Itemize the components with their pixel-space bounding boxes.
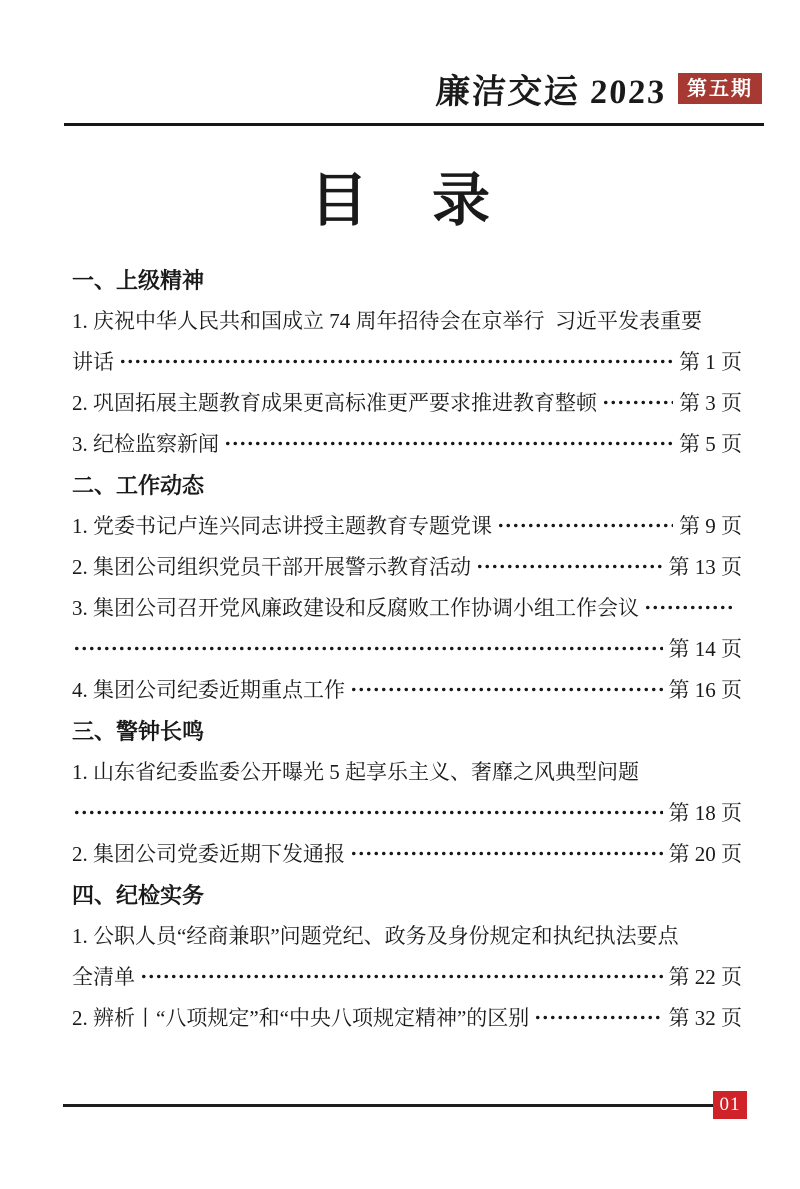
page-header bbox=[0, 0, 800, 126]
issue-badge: 第五期 bbox=[678, 73, 762, 104]
toc-entry-line bbox=[72, 341, 742, 382]
toc-entry-line bbox=[72, 382, 742, 423]
toc-section-heading-4: 四、纪检实务 bbox=[72, 882, 205, 908]
dot-leader bbox=[140, 956, 663, 997]
dot-leader bbox=[73, 792, 663, 833]
page-ref: 第 13 页 bbox=[668, 555, 742, 580]
dot-leader bbox=[497, 505, 673, 546]
toc-entry-text: 1. 庆祝中华人民共和国成立 74 周年招待会在京举行 习近平发表重要 bbox=[72, 309, 702, 334]
toc-entry-line bbox=[72, 833, 742, 874]
toc-entry-line bbox=[72, 423, 742, 464]
page-title bbox=[0, 168, 800, 235]
footer-rule bbox=[63, 1104, 714, 1107]
dot-leader bbox=[350, 669, 663, 710]
toc-entry-text: 2. 集团公司党委近期下发通报 bbox=[72, 842, 345, 867]
page-ref: 第 5 页 bbox=[679, 432, 742, 457]
toc-entry-text: 全清单 bbox=[72, 965, 135, 990]
toc-section-heading-3: 三、警钟长鸣 bbox=[72, 718, 205, 744]
table-of-contents bbox=[72, 259, 742, 1038]
dot-leader bbox=[476, 546, 663, 587]
masthead-row bbox=[0, 0, 800, 123]
page-ref: 第 22 页 bbox=[668, 965, 742, 990]
toc-entry-line bbox=[72, 546, 742, 587]
toc-entry-text: 2. 巩固拓展主题教育成果更高标准更严要求推进教育整顿 bbox=[72, 391, 597, 416]
page-title-char-2: 录 bbox=[432, 168, 491, 233]
toc-entry-line bbox=[72, 628, 742, 669]
toc-section-heading-1: 一、上级精神 bbox=[72, 267, 205, 293]
toc-entry-text: 2. 集团公司组织党员干部开展警示教育活动 bbox=[72, 555, 471, 580]
toc-entry-text: 3. 集团公司召开党风廉政建设和反腐败工作协调小组工作会议 bbox=[72, 596, 639, 621]
masthead-title: 廉洁交运 2023 bbox=[434, 74, 667, 111]
page-number-badge: 01 bbox=[713, 1091, 747, 1119]
toc-entry-text: 4. 集团公司纪委近期重点工作 bbox=[72, 678, 345, 703]
toc-entry-line bbox=[72, 956, 742, 997]
page-ref: 第 16 页 bbox=[668, 678, 742, 703]
dot-leader bbox=[224, 423, 673, 464]
page-ref: 第 14 页 bbox=[668, 637, 742, 662]
page-ref: 第 20 页 bbox=[668, 842, 742, 867]
dot-leader bbox=[644, 587, 736, 628]
toc-entry-line bbox=[72, 792, 742, 833]
toc-entry-line bbox=[72, 300, 742, 341]
toc-entry-line bbox=[72, 915, 742, 956]
dot-leader bbox=[73, 628, 663, 669]
toc-entry-text: 2. 辨析丨“八项规定”和“中央八项规定精神”的区别 bbox=[72, 1006, 530, 1031]
page-ref: 第 1 页 bbox=[679, 350, 742, 375]
dot-leader bbox=[534, 997, 662, 1038]
toc-entry-text: 1. 公职人员“经商兼职”问题党纪、政务及身份规定和执纪执法要点 bbox=[72, 924, 679, 949]
page-title-char-1: 目 bbox=[309, 168, 368, 233]
toc-section-heading-2: 二、工作动态 bbox=[72, 472, 205, 498]
toc-entry-line bbox=[72, 587, 742, 628]
page-ref: 第 3 页 bbox=[679, 391, 742, 416]
dot-leader bbox=[602, 382, 673, 423]
toc-entry-text: 3. 纪检监察新闻 bbox=[72, 432, 219, 457]
toc-entry-line bbox=[72, 505, 742, 546]
dot-leader bbox=[350, 833, 663, 874]
toc-entry-text: 1. 党委书记卢连兴同志讲授主题教育专题党课 bbox=[72, 514, 492, 539]
page-ref: 第 32 页 bbox=[668, 1006, 742, 1031]
dot-leader bbox=[119, 341, 673, 382]
page-ref: 第 18 页 bbox=[668, 801, 742, 826]
toc-entry-text: 1. 山东省纪委监委公开曝光 5 起享乐主义、奢靡之风典型问题 bbox=[72, 760, 639, 785]
toc-entry-line bbox=[72, 751, 742, 792]
toc-entry-line bbox=[72, 997, 742, 1038]
page-ref: 第 9 页 bbox=[679, 514, 742, 539]
toc-entry-text: 讲话 bbox=[72, 350, 114, 375]
header-rule bbox=[64, 123, 764, 126]
toc-entry-line bbox=[72, 669, 742, 710]
